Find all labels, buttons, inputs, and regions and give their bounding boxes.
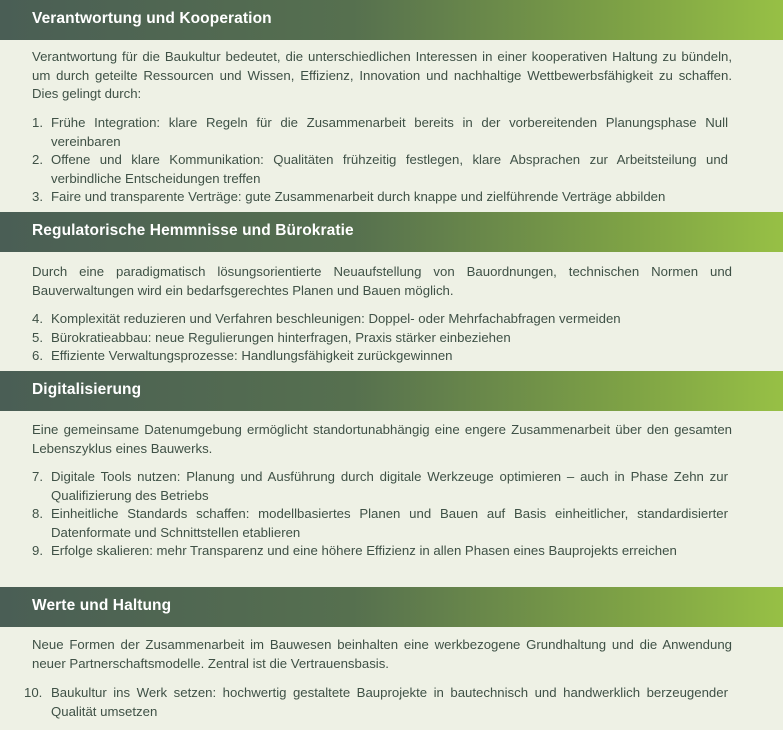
section-header-werte xyxy=(0,587,783,627)
list-item-number: 1. xyxy=(32,115,43,130)
section-header-verantwortung xyxy=(0,0,783,40)
list-item xyxy=(32,151,728,188)
list-item-text: Effiziente Verwaltungsprozesse: Handlungsfähigkeit zurückgewinnen xyxy=(51,348,453,363)
list-item-text: Digitale Tools nutzen: Planung und Ausführung durch digitale Werkzeuge optimieren – auch in Phase Zehn zur Qualifizierung des Betriebs xyxy=(51,469,728,503)
section-list xyxy=(24,684,728,721)
section-title: Digitalisierung xyxy=(32,381,142,398)
section-intro: Neue Formen der Zusammenarbeit im Bauwesen beinhalten eine werkbezogene Grundhaltung und die Anwendung neuer Partnerschaftsmodelle. Zentral ist die Vertrauensbasis. xyxy=(32,637,732,671)
list-item xyxy=(32,347,728,366)
list-item-number: 6. xyxy=(32,348,43,363)
section-title: Werte und Haltung xyxy=(32,597,172,614)
list-item-text: Komplexität reduzieren und Verfahren beschleunigen: Doppel- oder Mehrfachabfragen vermeiden xyxy=(51,311,621,326)
list-item xyxy=(32,329,728,348)
list-item-text: Erfolge skalieren: mehr Transparenz und eine höhere Effizienz in allen Phasen eines Bauprojekts erreichen xyxy=(51,543,677,558)
section-list xyxy=(32,310,728,366)
section-title: Verantwortung und Kooperation xyxy=(32,10,272,27)
list-item-number: 3. xyxy=(32,189,43,204)
list-item xyxy=(32,542,728,561)
list-item xyxy=(24,684,728,721)
list-item-number: 4. xyxy=(32,311,43,326)
section-list xyxy=(32,468,728,561)
list-item xyxy=(32,188,728,207)
list-item xyxy=(32,310,728,329)
section-intro: Eine gemeinsame Datenumgebung ermöglicht standortunabhängig eine engere Zusammenarbeit über den gesamten Lebenszyklus eines Bauwerks. xyxy=(32,422,732,456)
section-header-digitalisierung xyxy=(0,371,783,411)
section-title: Regulatorische Hemmnisse und Bürokratie xyxy=(32,222,354,239)
list-item-text: Baukultur ins Werk setzen: hochwertig gestaltete Bauprojekte in bautechnisch und handwerklich berzeugender Qualität umsetzen xyxy=(51,685,728,719)
list-item-number: 7. xyxy=(32,469,43,484)
list-item-text: Einheitliche Standards schaffen: modellbasiertes Planen und Bauen auf Basis einheitlicher, standardisierter Datenformate und Schnittstellen etablieren xyxy=(51,506,728,540)
list-item-text: Bürokratieabbau: neue Regulierungen hinterfragen, Praxis stärker einbeziehen xyxy=(51,329,511,345)
list-item xyxy=(32,505,728,542)
section-intro: Durch eine paradigmatisch lösungsorientierte Neuaufstellung von Bauordnungen, technischen Normen und Bauverwaltungen wird ein bedarfsgerechtes Planen und Bauen möglich. xyxy=(32,264,732,298)
section-intro: Verantwortung für die Baukultur bedeutet, die unterschiedlichen Interessen in einer kooperativen Haltung zu bündeln, um durch geteilte Ressourcen und Wissen, Effizienz, Innovation und nachhaltige Wettbewerbsfähigkeit zu schaffen. Dies gelingt durch: xyxy=(32,49,732,101)
list-item-number: 5. xyxy=(32,329,43,345)
section-list xyxy=(32,114,728,207)
list-item xyxy=(32,468,728,505)
list-item-text: Offene und klare Kommunikation: Qualitäten frühzeitig festlegen, klare Absprachen zur Arbeitsteilung und verbindliche Entscheidungen treffen xyxy=(51,152,728,186)
list-item-number: 9. xyxy=(32,543,43,558)
list-item-number: 10. xyxy=(24,685,43,700)
list-item-number: 8. xyxy=(32,506,43,521)
list-item-number: 2. xyxy=(32,152,43,167)
list-item-text: Faire und transparente Verträge: gute Zusammenarbeit durch knappe und zielführende Verträge abbilden xyxy=(51,189,666,204)
section-header-regulatorik xyxy=(0,212,783,252)
list-item xyxy=(32,114,728,151)
list-item-text: Frühe Integration: klare Regeln für die Zusammenarbeit bereits in der vorbereitenden Planungsphase Null vereinbaren xyxy=(51,115,728,149)
